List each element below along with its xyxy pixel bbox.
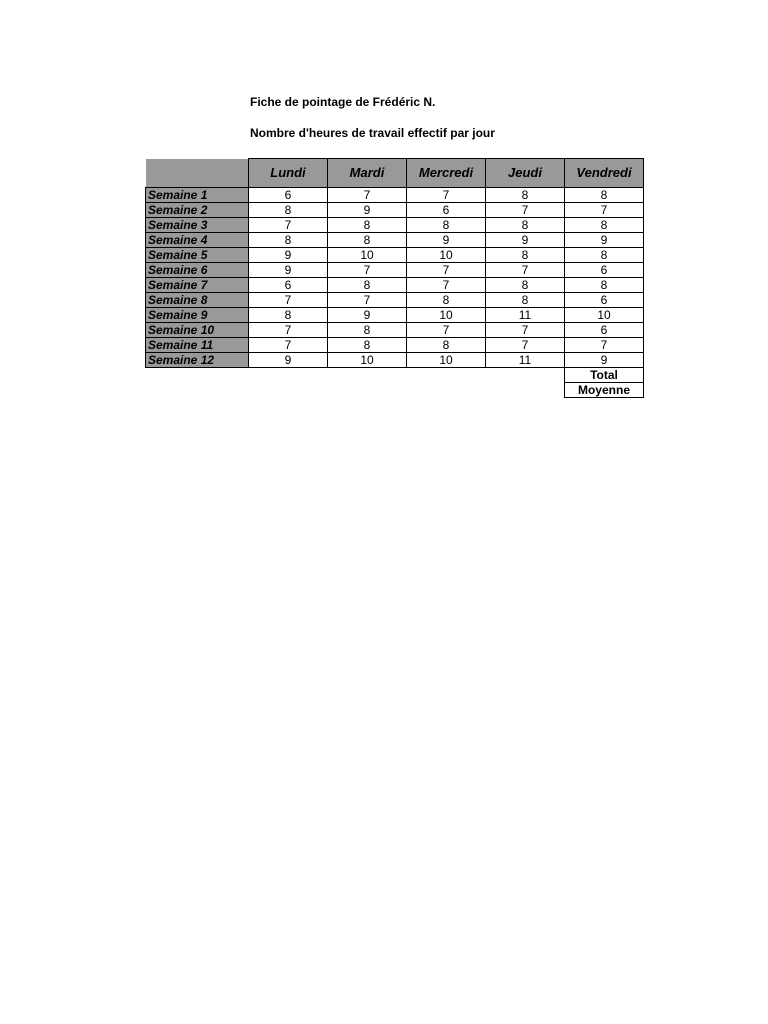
hours-cell: 8 [249,203,328,218]
header-row [146,159,644,188]
hours-cell: 6 [249,188,328,203]
hours-cell: 7 [249,218,328,233]
table-row [146,203,644,218]
document-title: Fiche de pointage de Frédéric N. [250,95,436,109]
table-row [146,263,644,278]
hours-cell: 6 [565,263,644,278]
hours-cell: 8 [328,218,407,233]
hours-cell: 8 [328,338,407,353]
table-row [146,293,644,308]
hours-cell: 9 [407,233,486,248]
hours-cell: 8 [486,293,565,308]
hours-cell: 6 [249,278,328,293]
hours-cell: 8 [486,218,565,233]
hours-cell: 9 [249,248,328,263]
hours-cell: 9 [328,308,407,323]
hours-cell: 8 [486,248,565,263]
week-label: Semaine 4 [146,233,249,248]
hours-cell: 7 [486,263,565,278]
hours-cell: 10 [328,353,407,368]
table-body [146,188,644,368]
total-row [146,368,644,383]
hours-cell: 8 [565,188,644,203]
hours-cell: 8 [407,293,486,308]
hours-cell: 6 [565,323,644,338]
hours-cell: 8 [407,218,486,233]
hours-cell: 8 [565,278,644,293]
hours-cell: 10 [407,248,486,263]
hours-cell: 7 [407,263,486,278]
hours-cell: 7 [407,323,486,338]
table-row [146,338,644,353]
hours-cell: 7 [565,338,644,353]
hours-cell: 7 [249,338,328,353]
table-row [146,308,644,323]
week-label: Semaine 6 [146,263,249,278]
hours-cell: 8 [328,323,407,338]
hours-cell: 8 [249,308,328,323]
hours-cell: 8 [249,233,328,248]
corner-cell [146,159,249,188]
hours-cell: 7 [407,278,486,293]
week-label: Semaine 2 [146,203,249,218]
hours-cell: 9 [328,203,407,218]
hours-cell: 8 [407,338,486,353]
week-label: Semaine 7 [146,278,249,293]
hours-cell: 6 [407,203,486,218]
hours-cell: 8 [486,278,565,293]
hours-cell: 7 [407,188,486,203]
hours-cell: 7 [486,203,565,218]
hours-cell: 9 [565,233,644,248]
week-label: Semaine 11 [146,338,249,353]
empty-cell [146,368,565,383]
total-label: Total [565,368,644,383]
hours-cell: 6 [565,293,644,308]
document-subtitle: Nombre d'heures de travail effectif par jour [250,126,495,140]
header-cell-mardi: Mardi [328,159,407,188]
hours-cell: 7 [486,338,565,353]
header-cell-vendredi: Vendredi [565,159,644,188]
week-label: Semaine 3 [146,218,249,233]
table-row [146,353,644,368]
week-label: Semaine 5 [146,248,249,263]
hours-cell: 7 [328,263,407,278]
table-row [146,218,644,233]
week-label: Semaine 12 [146,353,249,368]
timesheet-table [145,158,644,398]
hours-cell: 10 [328,248,407,263]
hours-cell: 9 [565,353,644,368]
header-cell-lundi: Lundi [249,159,328,188]
hours-cell: 11 [486,308,565,323]
hours-cell: 7 [565,203,644,218]
table-row [146,233,644,248]
hours-cell: 9 [249,263,328,278]
week-label: Semaine 8 [146,293,249,308]
hours-cell: 7 [328,293,407,308]
hours-cell: 10 [407,353,486,368]
table-row [146,323,644,338]
table-row [146,188,644,203]
hours-cell: 7 [328,188,407,203]
week-label: Semaine 1 [146,188,249,203]
hours-cell: 11 [486,353,565,368]
hours-cell: 9 [486,233,565,248]
header-cell-jeudi: Jeudi [486,159,565,188]
hours-cell: 10 [565,308,644,323]
hours-cell: 7 [249,293,328,308]
table-row [146,278,644,293]
hours-cell: 8 [565,248,644,263]
empty-cell [146,383,565,398]
average-label: Moyenne [565,383,644,398]
hours-cell: 8 [328,233,407,248]
week-label: Semaine 10 [146,323,249,338]
hours-cell: 10 [407,308,486,323]
header-cell-mercredi: Mercredi [407,159,486,188]
hours-cell: 8 [328,278,407,293]
hours-cell: 9 [249,353,328,368]
average-row [146,383,644,398]
week-label: Semaine 9 [146,308,249,323]
hours-cell: 8 [486,188,565,203]
hours-cell: 8 [565,218,644,233]
hours-cell: 7 [486,323,565,338]
table-row [146,248,644,263]
hours-cell: 7 [249,323,328,338]
